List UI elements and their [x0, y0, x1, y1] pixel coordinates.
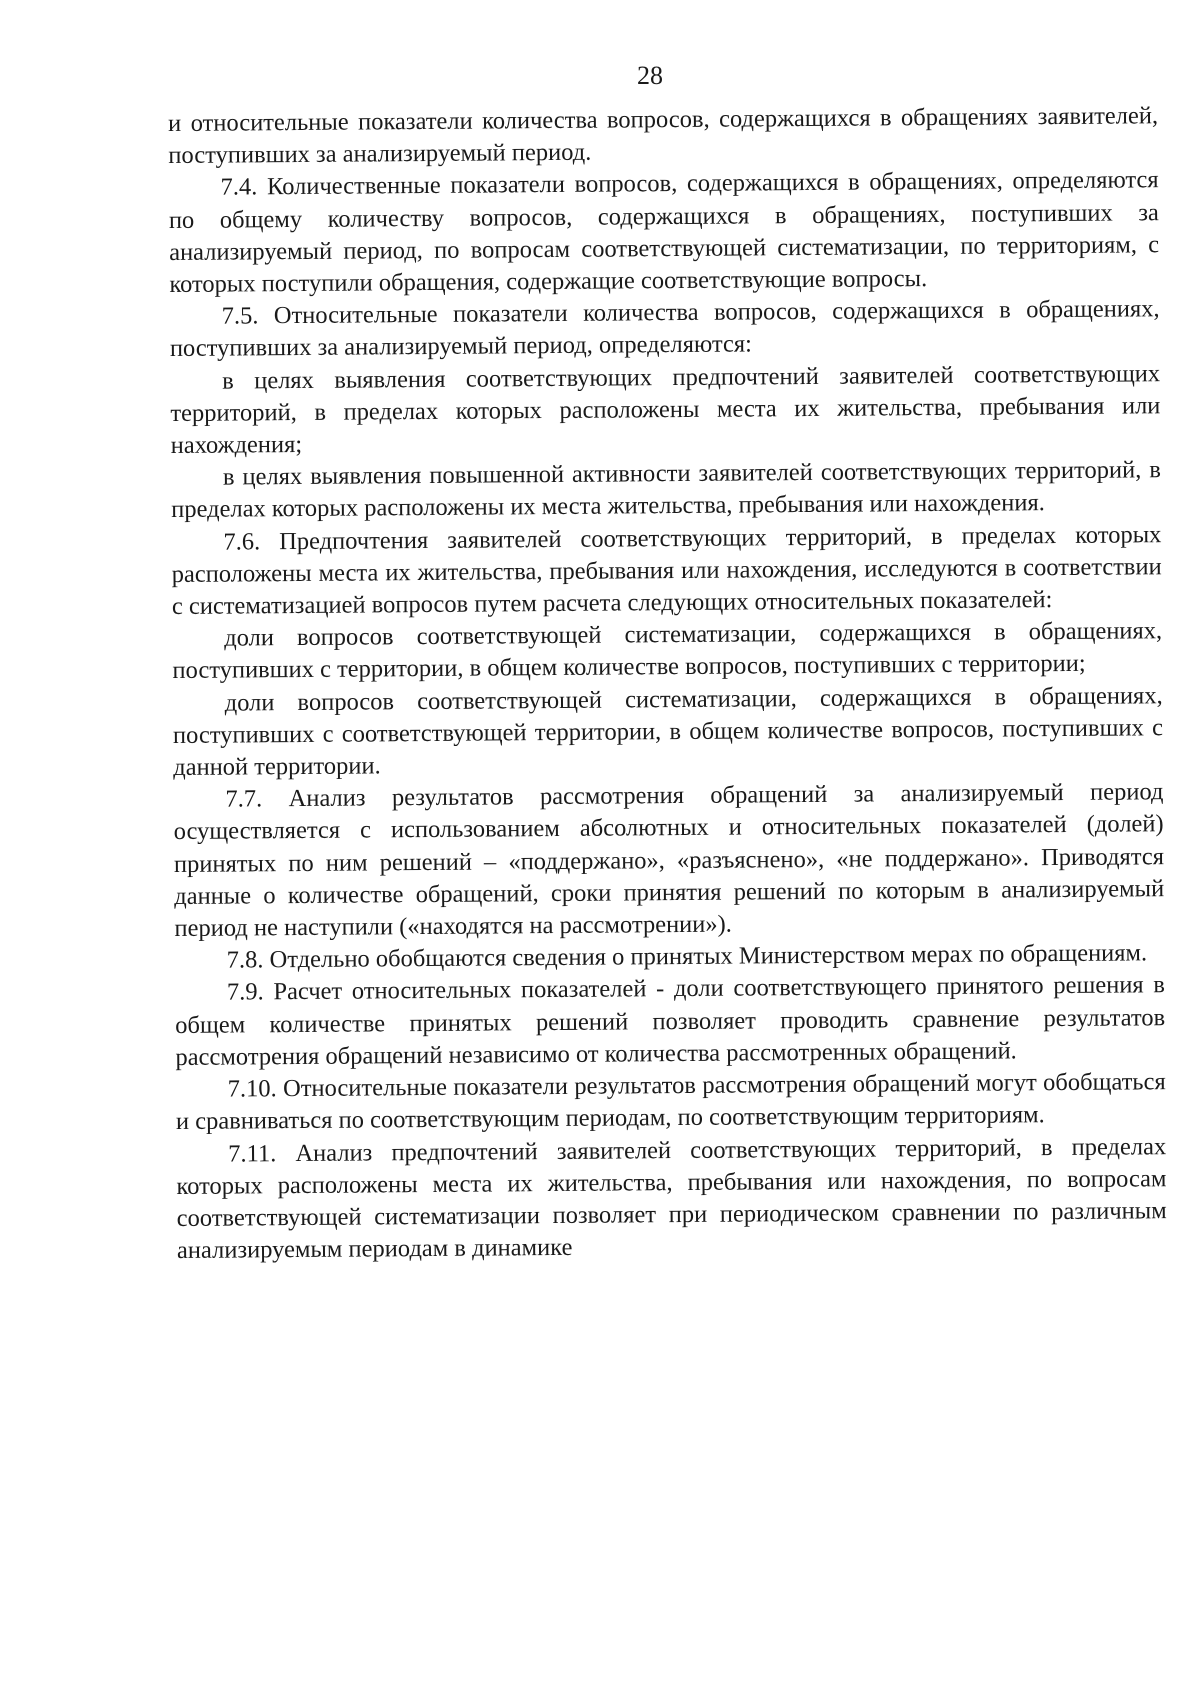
- paragraph-7-10: 7.10. Относительные показатели результатов рассмотрения обращений могут обобщаться и сравниваться по соответствующим периодам, по соответствующим территориям.: [175, 1068, 1166, 1136]
- paragraph-7-8: 7.8. Отдельно обобщаются сведения о принятых Министерством мерах по обращениям.: [226, 939, 1148, 974]
- paragraph-7-6: 7.6. Предпочтения заявителей соответствующих территорий, в пределах которых расположены места их жительства, пребывания или нахождения, исследуются в соответствии с систематизацией вопросов путем расчета следующих относительных показателей:: [171, 520, 1162, 621]
- paragraph-7-11: 7.11. Анализ предпочтений заявителей соответствующих территорий, в пределах которых расположены места их жительства, пребывания или нахождения, по вопросам соответствующей систематизации позволяет при периодическом сравнении по различным анализируемым периодам в динамике: [176, 1132, 1167, 1265]
- paragraph-7-9: 7.9. Расчет относительных показателей - доли соответствующего принятого решения в общем количестве принятых решений позволяет проводить сравнение результатов рассмотрения обращений независимо от количества рассмотренных обращений.: [175, 971, 1166, 1071]
- paragraph-7-5-item-2: в целях выявления повышенной активности заявителей соответствующих территорий, в пределах которых расположены их места жительства, пребывания или нахождения.: [171, 456, 1161, 524]
- paragraph-7-6-item-2: доли вопросов соответствующей систематизации, содержащихся в обращениях, поступивших с соответствующей территории, в общем количестве вопросов, поступивших с данной территории.: [172, 681, 1164, 782]
- paragraph-continuation: и относительные показатели количества вопросов, содержащихся в обращениях заявителей, поступивших за анализируемый период.: [168, 102, 1159, 170]
- paragraph-7-7: 7.7. Анализ результатов рассмотрения обращений за анализируемый период осуществляется с использованием абсолютных и относительных показателей (долей) принятых по ним решений – «поддержано», «разъяснено», «не поддержано». Приводятся данные о количестве обращений, сроки принятия решений по которым в анализируемый период не наступили («находятся на рассмотрении»).: [173, 778, 1165, 943]
- document-body: [168, 100, 1167, 1267]
- paragraph-7-6-item-1: доли вопросов соответствующей систематизации, содержащихся в обращениях, поступивших с территории, в общем количестве вопросов, поступивших с территории;: [172, 617, 1163, 685]
- paragraph-7-5: 7.5. Относительные показатели количества вопросов, содержащихся в обращениях, поступивших за анализируемый период, определяются:: [169, 295, 1160, 363]
- paragraph-7-4: 7.4. Количественные показатели вопросов, содержащихся в обращениях, определяются по общему количеству вопросов, содержащихся в обращениях, поступивших за анализируемый период, по вопросам соответствующей систематизации, по территориям, с которых поступили обращения, содержащие соответствующие вопросы.: [168, 166, 1160, 299]
- paragraph-7-5-item-1: в целях выявления соответствующих предпочтений заявителей соответствующих территорий, в пределах которых расположены места их жительства, пребывания или нахождения;: [170, 359, 1161, 460]
- page-number: 28: [637, 61, 663, 90]
